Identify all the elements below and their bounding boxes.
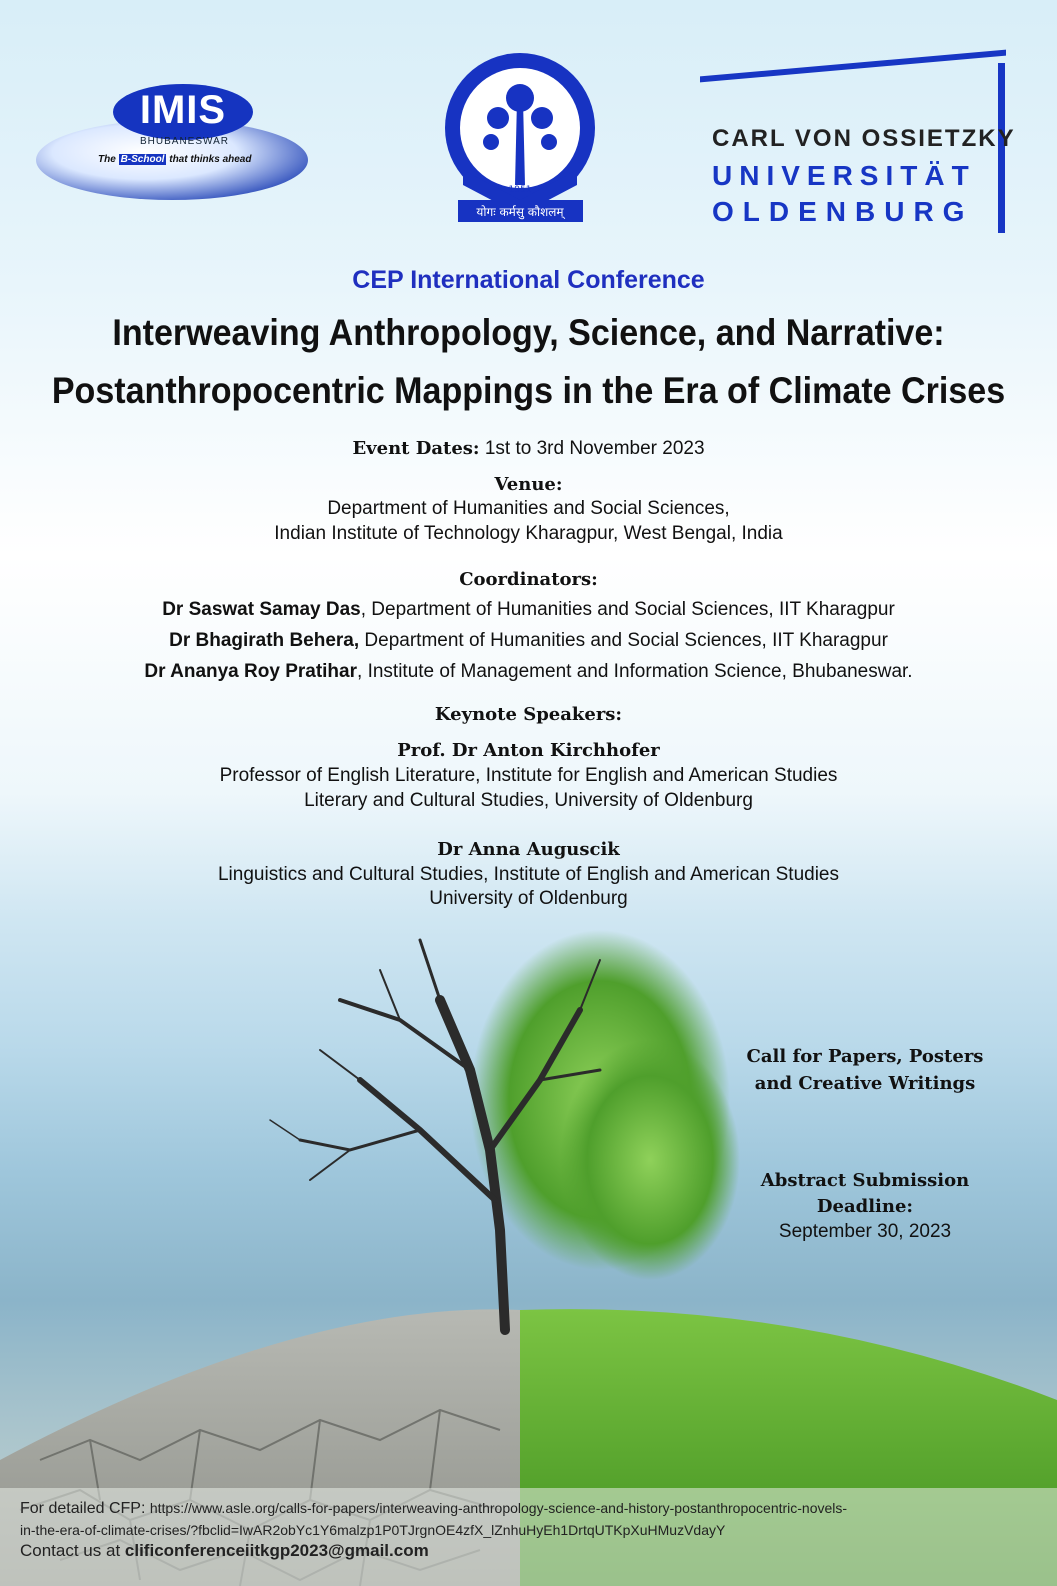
speaker1-name: Prof. Dr Anton Kirchhofer: [397, 740, 660, 761]
conference-label: CEP International Conference: [352, 266, 705, 294]
imis-name: IMIS: [139, 88, 227, 132]
iit-year: 1951: [508, 185, 532, 195]
imis-tag-post: that thinks ahead: [169, 154, 252, 165]
imis-tagline: [98, 154, 251, 165]
coordinator-affiliation: , Institute of Management and Information Science, Bhubaneswar.: [357, 661, 913, 682]
speaker2-line-2: University of Oldenburg: [429, 888, 628, 909]
oldenburg-line1: CARL VON OSSIETZKY: [712, 125, 1016, 152]
imis-tag-highlight: B-School: [120, 154, 165, 165]
cfp-line: [20, 1500, 847, 1518]
venue-line-2: Indian Institute of Technology Kharagpur, West Bengal, India: [274, 523, 783, 544]
call-line-1: Call for Papers, Posters: [746, 1046, 984, 1067]
coordinator-name: Dr Saswat Samay Das: [162, 599, 361, 620]
call-line-2: and Creative Writings: [754, 1073, 976, 1094]
event-dates-label: Event Dates:: [352, 438, 480, 459]
keynote-label: Keynote Speakers:: [434, 704, 623, 725]
coordinator-1: [0, 599, 1057, 621]
cfp-url-part-2[interactable]: in-the-era-of-climate-crises/?fbclid=IwAR2obYc1Y6malzp1P0TJrgnOE4zfX_lZnhuHyEh1DrtqUTKpXuHMuzVdayY: [20, 1522, 726, 1538]
coordinator-affiliation: , Department of Humanities and Social Sciences, IIT Kharagpur: [360, 599, 895, 620]
tree-earth-illustration: [0, 900, 1057, 1586]
venue-line-1: Department of Humanities and Social Sciences,: [327, 498, 730, 519]
title-line-2: Postanthropocentric Mappings in the Era of Climate Crises: [51, 370, 1006, 411]
deadline-line-2: Deadline:: [816, 1196, 914, 1217]
speaker2-name: Dr Anna Auguscik: [437, 839, 620, 860]
iit-kharagpur-logo: [443, 50, 598, 225]
coordinators-label: Coordinators:: [459, 569, 598, 590]
venue-label: Venue:: [494, 474, 563, 495]
event-dates: [0, 438, 1057, 460]
speaker1-line-1: Professor of English Literature, Institute for English and American Studies: [219, 765, 838, 786]
cfp-label: For detailed CFP:: [20, 1500, 146, 1517]
deadline-line-1: Abstract Submission: [760, 1170, 970, 1191]
event-dates-value: 1st to 3rd November 2023: [484, 438, 705, 459]
imis-city: BHUBANESWAR: [140, 136, 229, 147]
oldenburg-line2: UNIVERSITÄT: [712, 160, 976, 191]
coordinator-name: Dr Bhagirath Behera,: [169, 630, 360, 651]
coordinator-2: [0, 630, 1057, 652]
iit-motto: योगः कर्मसु कौशलम्: [476, 205, 564, 219]
speaker2-line-1: Linguistics and Cultural Studies, Institute of English and American Studies: [217, 864, 840, 885]
coordinator-name: Dr Ananya Roy Pratihar: [144, 661, 358, 682]
title-line-1: Interweaving Anthropology, Science, and Narrative:: [112, 312, 945, 353]
oldenburg-logo-line: [700, 50, 1006, 83]
contact-line: [20, 1541, 429, 1561]
contact-label: Contact us at: [20, 1541, 121, 1560]
coordinator-3: [0, 661, 1057, 683]
contact-email[interactable]: clificonferenceiitkgp2023@gmail.com: [124, 1541, 429, 1560]
coordinator-affiliation: Department of Humanities and Social Sciences, IIT Kharagpur: [359, 630, 888, 651]
deadline-date: September 30, 2023: [778, 1221, 952, 1242]
oldenburg-line3: OLDENBURG: [712, 196, 974, 227]
cfp-url-part-1[interactable]: https://www.asle.org/calls-for-papers/interweaving-anthropology-science-and-history-postanthropocentric-novels-: [149, 1500, 848, 1516]
speaker1-line-2: Literary and Cultural Studies, University of Oldenburg: [304, 790, 753, 811]
imis-tag-pre: The: [98, 154, 116, 165]
